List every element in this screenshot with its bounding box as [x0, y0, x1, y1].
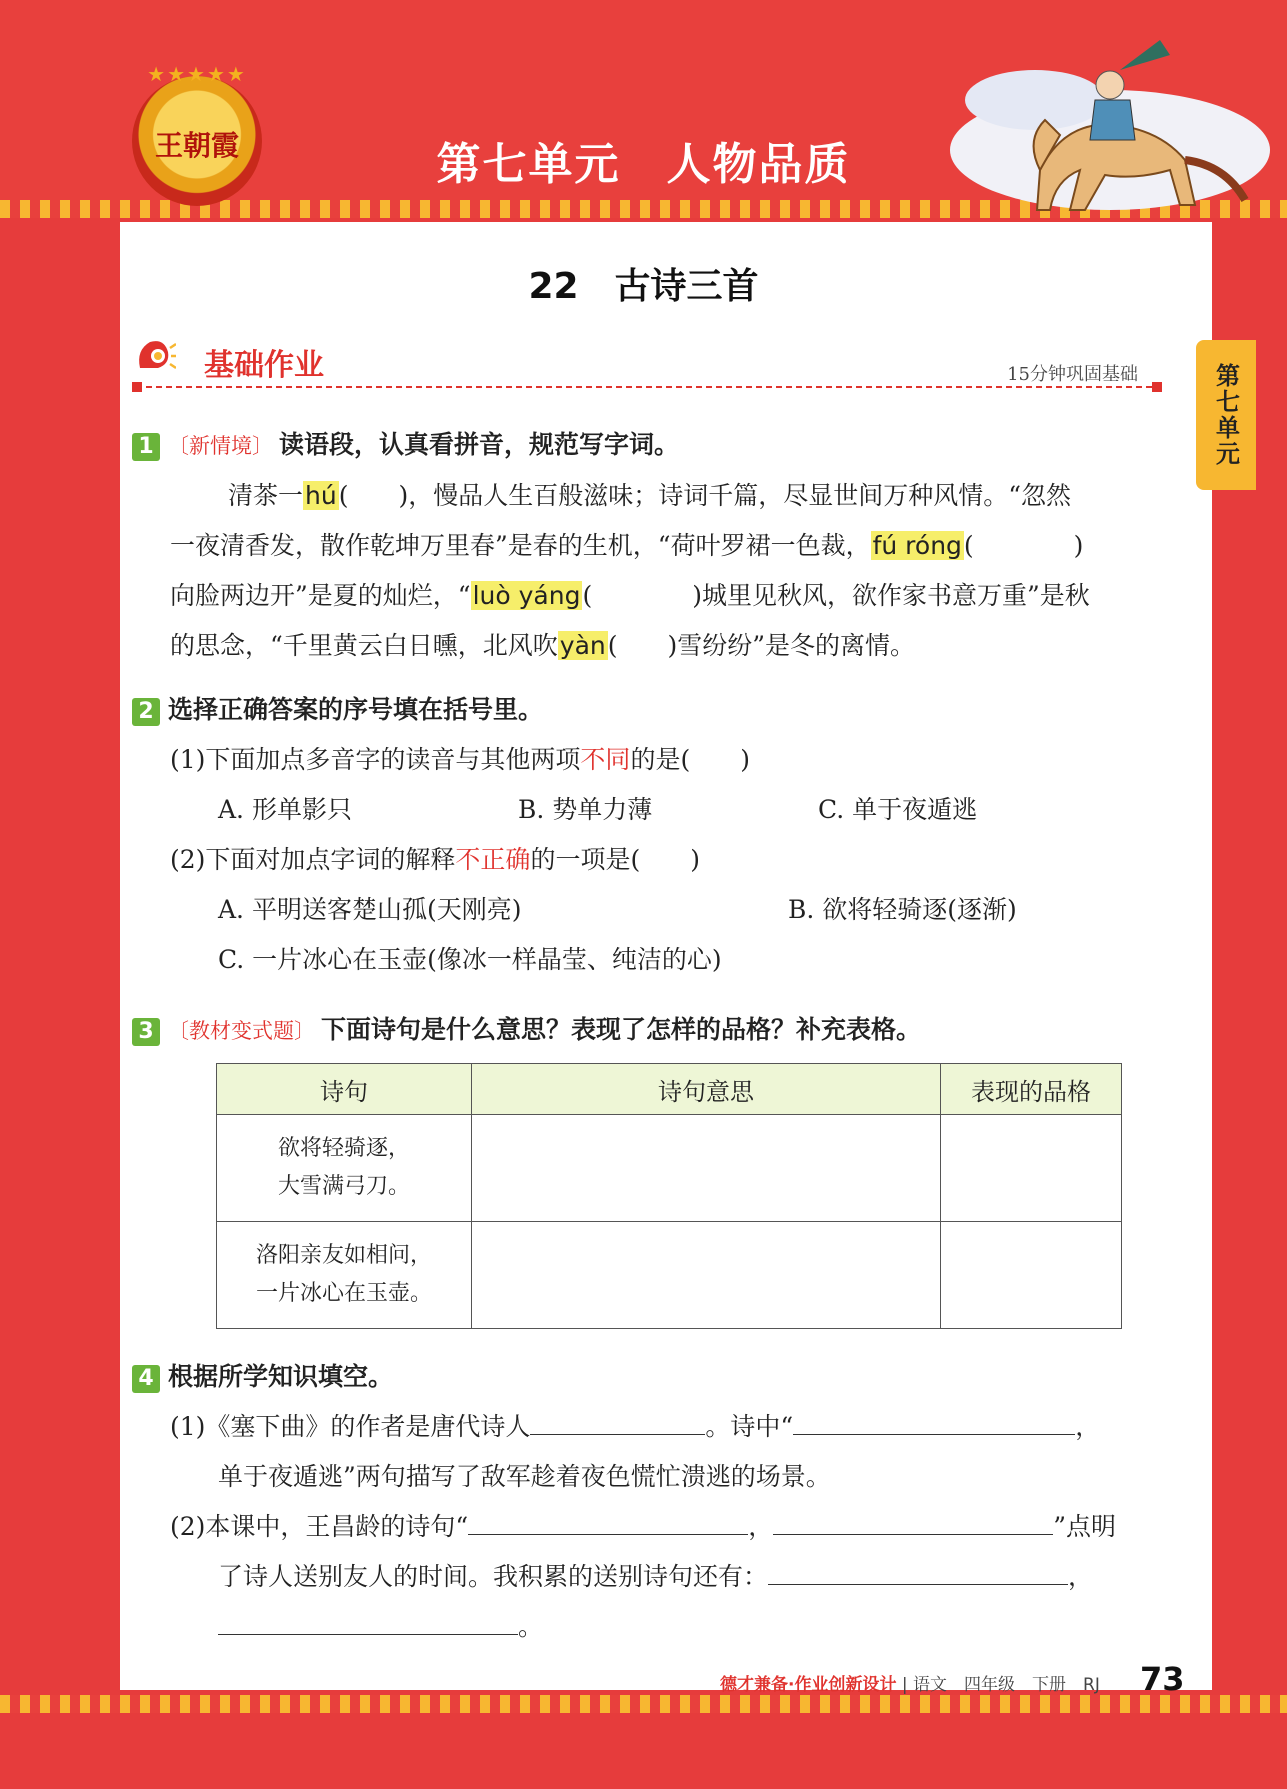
footer-info: | 语文 四年级 下册 RJ	[901, 1675, 1100, 1695]
emphasis: 不同	[580, 745, 631, 774]
unit-title: 第七单元 人物品质	[436, 139, 851, 190]
footer-brand: 德才兼备·作业创新设计	[720, 1675, 897, 1695]
quality-answer-cell[interactable]	[941, 1222, 1122, 1329]
sub-question-2	[132, 1502, 1172, 1552]
text: (1)下面加点多音字的读音与其他两项	[170, 745, 581, 774]
text: ”点明	[1053, 1512, 1116, 1541]
answer-slot[interactable]: ( )雪纷纷”是冬的离情。	[607, 631, 916, 660]
pinyin-hu: hú	[305, 481, 337, 510]
text: ，	[1068, 1562, 1094, 1591]
footer	[720, 1670, 1100, 1695]
options-row	[132, 885, 1172, 935]
header-meaning: 诗句意思	[472, 1064, 941, 1115]
poem-line: 洛阳亲友如相问，	[255, 1243, 432, 1268]
unit-side-tab: 第七单元	[1196, 340, 1256, 490]
poem-line: 大雪满弓刀。	[277, 1174, 410, 1199]
question-tag: 〔新情境〕	[168, 434, 273, 458]
pinyin-yan: yàn	[559, 631, 606, 660]
question-number: 2	[132, 698, 160, 726]
text: 清茶一	[228, 481, 304, 510]
poem-cell	[217, 1222, 472, 1329]
poem-line: 一片冰心在玉壶。	[255, 1281, 432, 1306]
brand-logo: ★★★★★ 王朝霞	[132, 76, 262, 206]
question-tag: 〔教材变式题〕	[168, 1019, 315, 1043]
answer-blank[interactable]	[218, 1604, 518, 1635]
question-title: 选择正确答案的序号填在括号里。	[168, 695, 544, 724]
text: 向脸两边开”是夏的灿烂，“	[170, 581, 471, 610]
answer-slot[interactable]: 的是( )	[630, 745, 750, 774]
question-4	[132, 1352, 1172, 1652]
text: 。	[518, 1612, 544, 1641]
answer-blank[interactable]	[793, 1404, 1075, 1435]
question-title: 读语段，认真看拼音，规范写字词。	[279, 430, 680, 459]
text: (2)下面对加点字词的解释	[170, 845, 456, 874]
question-number: 3	[132, 1018, 160, 1046]
answer-blank[interactable]	[773, 1504, 1053, 1535]
passage-line	[132, 621, 1172, 671]
wave-border-bottom	[0, 1695, 1287, 1713]
horse-rider-illustration	[945, 30, 1275, 220]
answer-blank[interactable]	[768, 1554, 1068, 1585]
question-title: 下面诗句是什么意思？表现了怎样的品格？补充表格。	[321, 1015, 922, 1044]
section-divider	[136, 386, 1162, 388]
text: ，	[748, 1512, 774, 1541]
question-3	[132, 1005, 1172, 1056]
passage-line	[132, 521, 1172, 571]
poem-cell	[217, 1115, 472, 1222]
lesson-title: 22 古诗三首	[528, 266, 759, 307]
option-c[interactable]: C. 一片冰心在玉壶(像冰一样晶莹、纯洁的心)	[218, 945, 722, 974]
section-header	[132, 330, 1162, 390]
meaning-answer-cell[interactable]	[472, 1115, 941, 1222]
pinyin-luoyang: luò yáng	[472, 581, 581, 610]
question-number: 4	[132, 1365, 160, 1393]
answer-blank[interactable]	[530, 1404, 705, 1435]
section-hint: 15分钟巩固基础	[1007, 364, 1138, 385]
option-a[interactable]: A. 形单影只	[218, 795, 352, 824]
option-b[interactable]: B. 欲将轻骑逐(逐渐)	[788, 895, 1017, 924]
sub-question-2-cont	[132, 1602, 1172, 1652]
question-1	[132, 420, 1172, 671]
header-poem: 诗句	[217, 1064, 472, 1115]
answer-slot[interactable]: ( )	[963, 531, 1084, 560]
text: 了诗人送别友人的时间。我积累的送别诗句还有：	[218, 1562, 769, 1591]
option-a[interactable]: A. 平明送客楚山孤(天刚亮)	[218, 895, 522, 924]
poem-line: 欲将轻骑逐，	[277, 1136, 410, 1161]
question-2	[132, 685, 1172, 985]
text: 的思念，“千里黄云白日曛，北风吹	[170, 631, 558, 660]
table-row	[217, 1222, 1122, 1329]
page-number: 73	[1140, 1660, 1185, 1698]
answer-slot[interactable]: ( )城里见秋风，欲作家书意万重”是秋	[582, 581, 1090, 610]
option-c[interactable]: C. 单于夜遁逃	[818, 795, 978, 824]
passage-line	[132, 571, 1172, 621]
divider-end-left	[132, 382, 142, 392]
quality-answer-cell[interactable]	[941, 1115, 1122, 1222]
divider-end-right	[1152, 382, 1162, 392]
meaning-answer-cell[interactable]	[472, 1222, 941, 1329]
sub-question-2-cont	[132, 1552, 1172, 1602]
table-header	[217, 1064, 1122, 1115]
options-row	[132, 785, 1172, 835]
option-b[interactable]: B. 势单力薄	[518, 795, 653, 824]
text: (1)《塞下曲》的作者是唐代诗人	[170, 1412, 531, 1441]
answer-slot[interactable]: ( )，慢品人生百般滋味；诗词千篇，尽显世间万种风情。“忽然	[338, 481, 1072, 510]
text: 一夜清香发，散作乾坤万里春”是春的生机，“荷叶罗裙一色裁，	[170, 531, 871, 560]
question-number: 1	[132, 433, 160, 461]
poem-table	[216, 1063, 1122, 1329]
passage-line	[132, 471, 1172, 521]
table-row	[217, 1115, 1122, 1222]
pinyin-furong: fú róng	[872, 531, 962, 560]
section-name: 基础作业	[204, 348, 324, 383]
text: 。诗中“	[705, 1412, 794, 1441]
answer-blank[interactable]	[468, 1504, 748, 1535]
text: ，	[1075, 1412, 1101, 1441]
sub-question-2	[132, 835, 1172, 885]
sub-question-1	[132, 1402, 1172, 1452]
stars-icon: ★★★★★	[147, 62, 247, 86]
bell-icon	[132, 334, 176, 378]
question-title: 根据所学知识填空。	[168, 1362, 394, 1391]
sub-question-1-cont: 单于夜遁逃”两句描写了敌军趁着夜色慌忙溃逃的场景。	[218, 1462, 831, 1491]
sub-question-1	[132, 735, 1172, 785]
emphasis: 不正确	[455, 845, 531, 874]
options-row	[132, 935, 1172, 985]
text: (2)本课中，王昌龄的诗句“	[170, 1512, 469, 1541]
answer-slot[interactable]: 的一项是( )	[530, 845, 700, 874]
header-quality: 表现的品格	[941, 1064, 1122, 1115]
